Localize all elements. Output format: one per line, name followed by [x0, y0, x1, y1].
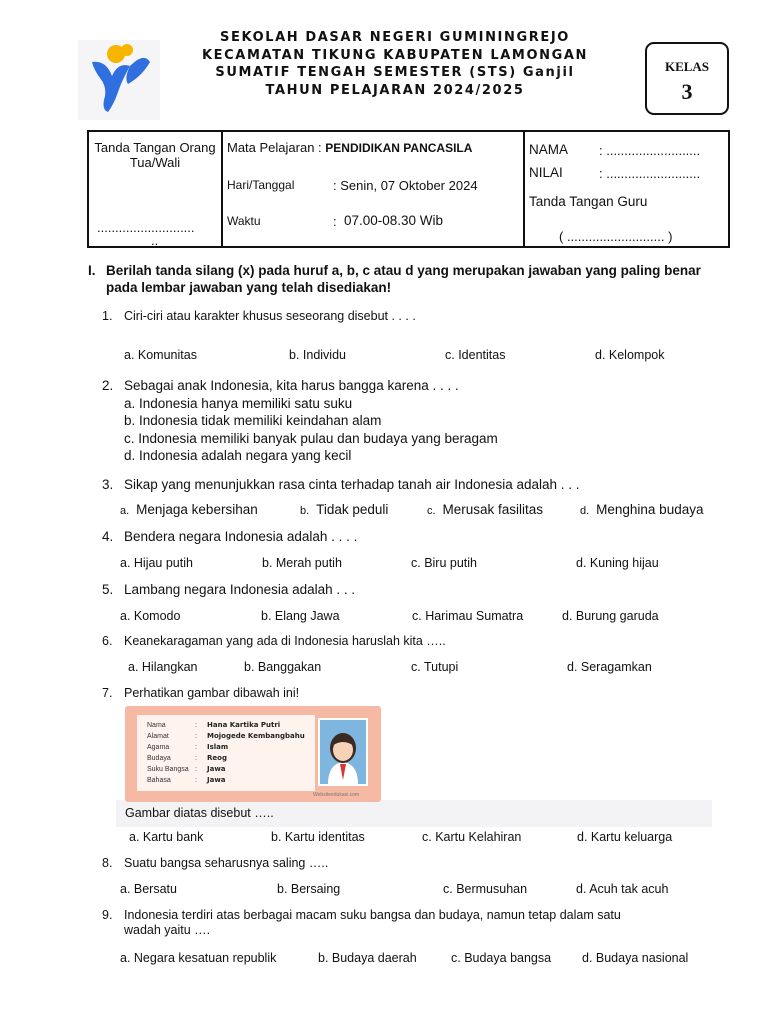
time-label: Waktu [227, 214, 261, 228]
q7-option-c[interactable]: c. Kartu Kelahiran [422, 830, 522, 844]
question-number: 4. [102, 529, 114, 544]
question-4 [102, 529, 357, 544]
name-field[interactable]: : .......................... [599, 143, 701, 158]
id-row-ethnicity: Suku Bangsa : Jawa [147, 765, 226, 773]
q4-option-b[interactable]: b. Merah putih [262, 556, 342, 570]
class-box [645, 42, 729, 115]
id-row-name: Nama : Hana Kartika Putri [147, 721, 281, 729]
q2-option-a[interactable]: a. Indonesia hanya memiliki satu suku [124, 396, 353, 411]
header-school-year: TAHUN PELAJARAN 2024/2025 [265, 82, 525, 98]
q8-option-a[interactable]: a. Bersatu [120, 882, 177, 896]
parent-signature-cell [89, 132, 223, 246]
q5-option-d[interactable]: d. Burung garuda [562, 609, 659, 623]
question-text: Indonesia terdiri atas berbagai macam suku bangsa dan budaya, namun tetap dalam satu [124, 908, 621, 922]
q5-option-a[interactable]: a. Komodo [120, 609, 181, 623]
question-5 [102, 582, 355, 597]
question-number: 6. [102, 634, 113, 648]
question-6 [102, 634, 446, 648]
school-logo [78, 40, 160, 120]
exam-info-table [87, 130, 730, 248]
header-district: KECAMATAN TIKUNG KABUPATEN LAMONGAN [201, 47, 588, 63]
option-text: Tidak peduli [316, 502, 389, 517]
question-9-line-2: wadah yaitu …. [124, 923, 211, 937]
q2-option-c[interactable]: c. Indonesia memiliki banyak pulau dan budaya yang beragam [124, 431, 498, 446]
question-2 [102, 378, 459, 393]
id-row-culture: Budaya : Reog [147, 754, 227, 762]
q3-option-b[interactable] [300, 502, 388, 517]
logo-figure-icon [78, 40, 160, 120]
q7-caption: Gambar diatas disebut ….. [125, 806, 274, 820]
subject-value: PENDIDIKAN PANCASILA [325, 141, 473, 155]
q6-option-b[interactable]: b. Banggakan [244, 660, 322, 674]
q6-option-a[interactable]: a. Hilangkan [128, 660, 198, 674]
q7-option-b[interactable]: b. Kartu identitas [271, 830, 365, 844]
q8-option-b[interactable]: b. Bersaing [277, 882, 341, 896]
question-number: 9. [102, 908, 113, 922]
question-3 [102, 477, 580, 492]
q3-option-d[interactable] [580, 502, 703, 517]
name-label: NAMA [529, 142, 569, 157]
question-text: Lambang negara Indonesia adalah . . . [124, 582, 356, 597]
q9-option-a[interactable]: a. Negara kesatuan republik [120, 951, 277, 965]
date-value: : Senin, 07 Oktober 2024 [333, 178, 478, 193]
score-field[interactable]: : .......................... [599, 166, 701, 181]
question-text: Sikap yang menunjukkan rasa cinta terhadap tanah air Indonesia adalah . . . [124, 477, 580, 492]
question-8 [102, 856, 328, 870]
question-text: Ciri-ciri atau karakter khusus seseorang disebut . . . . [124, 309, 416, 323]
option-letter: c. [427, 505, 436, 517]
subject-cell [223, 132, 525, 246]
question-number: 1. [102, 309, 113, 323]
q9-option-c[interactable]: c. Budaya bangsa [451, 951, 552, 965]
question-7 [102, 686, 299, 700]
option-letter: b. [300, 505, 310, 517]
option-letter: a. [120, 505, 130, 517]
question-number: 3. [102, 477, 114, 492]
option-text: Merusak fasilitas [442, 502, 544, 517]
q9-option-d[interactable]: d. Budaya nasional [582, 951, 689, 965]
option-text: Menghina budaya [596, 502, 704, 517]
instruction-text: Berilah tanda silang (x) pada huruf a, b, c atau d yang merupakan jawaban yang paling benar pada lembar jawaban yang telah disediakan! [106, 263, 701, 295]
teacher-signature-field[interactable]: ( ........................... ) [559, 229, 673, 244]
teacher-signature-label: Tanda Tangan Guru [529, 194, 648, 209]
question-1 [102, 309, 416, 323]
q4-option-d[interactable]: d. Kuning hijau [576, 556, 659, 570]
option-letter: d. [580, 505, 590, 517]
header-school-name: SEKOLAH DASAR NEGERI GUMININGREJO [220, 30, 570, 45]
question-9 [102, 908, 621, 922]
question-text: Suatu bangsa seharusnya saling ….. [124, 856, 329, 870]
q2-option-b[interactable]: b. Indonesia tidak memiliki keindahan alam [124, 413, 382, 428]
school-header [180, 29, 610, 99]
header-exam-title: SUMATIF TENGAH SEMESTER (STS) Ganjil [215, 65, 575, 80]
parent-signature-label: Tanda Tangan Orang Tua/Wali [94, 140, 216, 170]
question-text: Perhatikan gambar dibawah ini! [124, 686, 300, 700]
option-text: Menjaga kebersihan [136, 502, 258, 517]
q1-option-a[interactable]: a. Komunitas [124, 348, 197, 362]
question-number: 7. [102, 686, 113, 700]
class-label: KELAS [664, 59, 710, 74]
q2-option-d[interactable]: d. Indonesia adalah negara yang kecil [124, 448, 352, 463]
q4-option-a[interactable]: a. Hijau putih [120, 556, 193, 570]
q7-option-a[interactable]: a. Kartu bank [129, 830, 204, 844]
time-colon: : [333, 214, 337, 229]
q5-option-c[interactable]: c. Harimau Sumatra [412, 609, 524, 623]
id-row-language: Bahasa : Jawa [147, 776, 226, 784]
q7-option-d[interactable]: d. Kartu keluarga [577, 830, 673, 844]
student-photo-icon [318, 718, 368, 786]
q1-option-b[interactable]: b. Individu [289, 348, 346, 362]
id-row-religion: Agama : Islam [147, 743, 229, 751]
question-text: Bendera negara Indonesia adalah . . . . [124, 529, 358, 544]
q8-option-c[interactable]: c. Bermusuhan [443, 882, 528, 896]
id-row-address: Alamat : Mojogede Kembangbahu [147, 732, 305, 740]
class-number: 3 [681, 79, 693, 104]
question-number: 2. [102, 378, 114, 393]
q1-option-d[interactable]: d. Kelompok [595, 348, 665, 362]
q5-option-b[interactable]: b. Elang Jawa [261, 609, 340, 623]
q3-option-c[interactable] [427, 502, 543, 517]
subject-label: Mata Pelajaran : [227, 140, 322, 155]
q6-option-c[interactable]: c. Tutupi [411, 660, 459, 674]
parent-signature-line-end: .. [151, 233, 159, 248]
question-text: Keanekaragaman yang ada di Indonesia haruslah kita ….. [124, 634, 446, 648]
id-card-details [137, 715, 315, 791]
time-value: 07.00-08.30 Wib [344, 213, 444, 228]
q3-option-a[interactable] [120, 502, 258, 517]
student-cell [525, 132, 728, 246]
q9-option-b[interactable]: b. Budaya daerah [318, 951, 417, 965]
q8-option-d[interactable]: d. Acuh tak acuh [576, 882, 669, 896]
parent-signature-line[interactable]: ........................... [97, 220, 195, 235]
instruction-number: I. [88, 263, 96, 278]
q4-option-c[interactable]: c. Biru putih [411, 556, 478, 570]
date-label: Hari/Tanggal [227, 178, 295, 192]
question-text: Sebagai anak Indonesia, kita harus bangga karena . . . . [124, 378, 459, 393]
question-number: 5. [102, 582, 114, 597]
question-number: 8. [102, 856, 113, 870]
score-label: NILAI [529, 165, 563, 180]
id-card-image [125, 706, 381, 802]
q6-option-d[interactable]: d. Seragamkan [567, 660, 652, 674]
q1-option-c[interactable]: c. Identitas [445, 348, 506, 362]
instruction [88, 262, 728, 296]
card-watermark: Websiteedukasi.com [313, 792, 360, 798]
subject-row [227, 140, 472, 155]
